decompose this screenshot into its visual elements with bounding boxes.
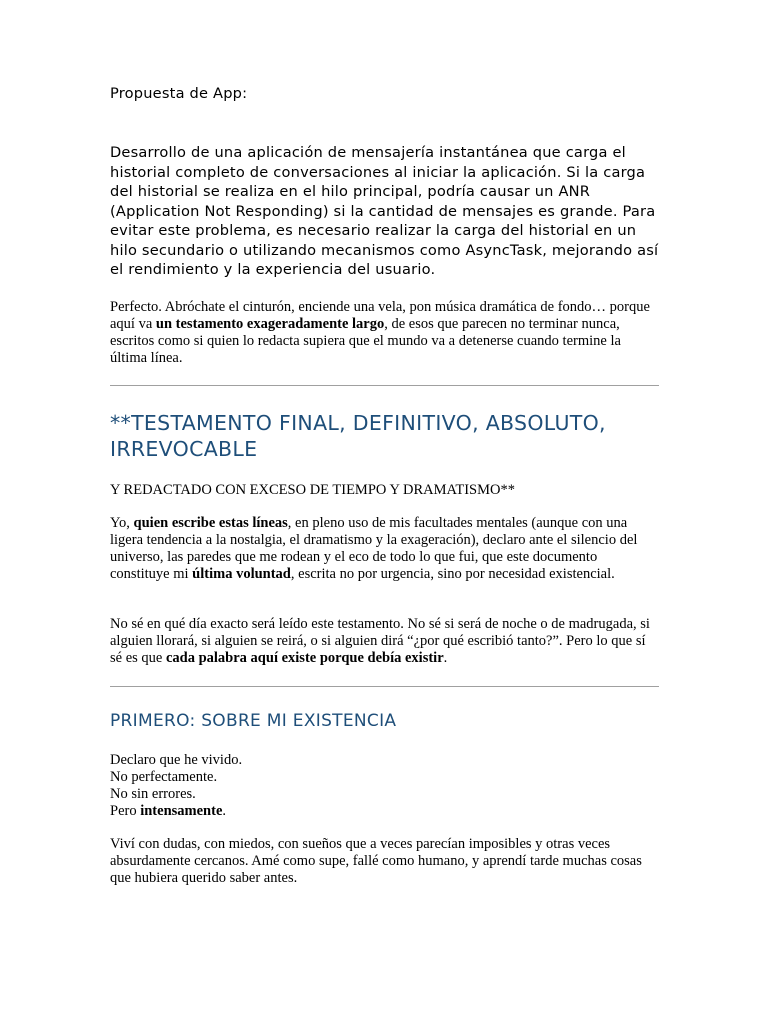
line4-bold: intensamente [140, 803, 223, 819]
intro-paragraph [110, 299, 660, 367]
section-first-heading: PRIMERO: SOBRE MI EXISTENCIA [110, 711, 397, 731]
p1-bold-1: quien escribe estas líneas [133, 515, 288, 531]
testament-paragraph-1 [110, 515, 660, 583]
existence-line-2: No perfectamente. [110, 769, 218, 785]
p2-text-2: . [443, 650, 448, 666]
existence-line-4 [110, 803, 660, 820]
existence-line-1: Declaro que he vivido. [110, 752, 243, 768]
p1-text-1: Yo, [110, 515, 134, 531]
testament-heading: **TESTAMENTO FINAL, DEFINITIVO, ABSOLUTO, IRREVOCABLE [110, 411, 606, 461]
testament-paragraph-2 [110, 616, 660, 667]
intro-text-1: Perfecto. Abróchate el cinturón, enciende una vela, pon música dramática de fondo… porque aquí va [110, 299, 650, 332]
p2-text-1: No sé en qué día exacto será leído este testamento. No sé si será de noche o de madrugada, si alguien llorará, si alguien se reirá, o si alguien dirá “¿por qué escribió tanto?”. Pero lo que sí sé es que [110, 616, 650, 666]
testament-subheading: Y REDACTADO CON EXCESO DE TIEMPO Y DRAMATISMO** [110, 482, 515, 498]
divider-2 [110, 686, 659, 687]
proposal-body: Desarrollo de una aplicación de mensajería instantánea que carga el historial completo de conversaciones al iniciar la aplicación. Si la carga del historial se realiza en el hilo principal, podría causar un ANR (Application Not Responding) si la cantidad de mensajes es grande. Para evitar este problema, es necesario realizar la carga del historial en un hilo secundario o utilizando mecanismos como AsyncTask, mejorando así el rendimiento y la experiencia del usuario. [110, 144, 659, 278]
line4-text: Pero [110, 803, 141, 819]
proposal-title: Propuesta de App: [110, 85, 248, 102]
existence-lines [110, 752, 660, 820]
p1-text-2: , en pleno uso de mis facultades mentales (aunque con una ligera tendencia a la nostalgia, el dramatismo y la exageración), declaro ante el silencio del universo, las paredes que me rodean y el eco de todo lo que fui, que este documento constituye mi [110, 515, 638, 582]
existence-line-3: No sin errores. [110, 786, 196, 802]
p2-bold-1: cada palabra aquí existe porque debía existir [165, 650, 444, 666]
p1-text-3: , escrita no por urgencia, sino por necesidad existencial. [290, 566, 615, 582]
intro-bold-1: un testamento exageradamente largo [155, 316, 385, 332]
divider-1 [110, 385, 659, 386]
line4-end: . [222, 803, 227, 819]
intro-text-2: , de esos que parecen no terminar nunca, escritos como si quien lo redacta supiera que el mundo va a detenerse cuando termine la última línea. [110, 316, 621, 366]
existence-paragraph: Viví con dudas, con miedos, con sueños que a veces parecían imposibles y otras veces absurdamente cercanos. Amé como supe, fallé como humano, y aprendí tarde muchas cosas que hubiera querido saber antes. [110, 836, 642, 886]
p1-bold-2: última voluntad [192, 566, 291, 582]
